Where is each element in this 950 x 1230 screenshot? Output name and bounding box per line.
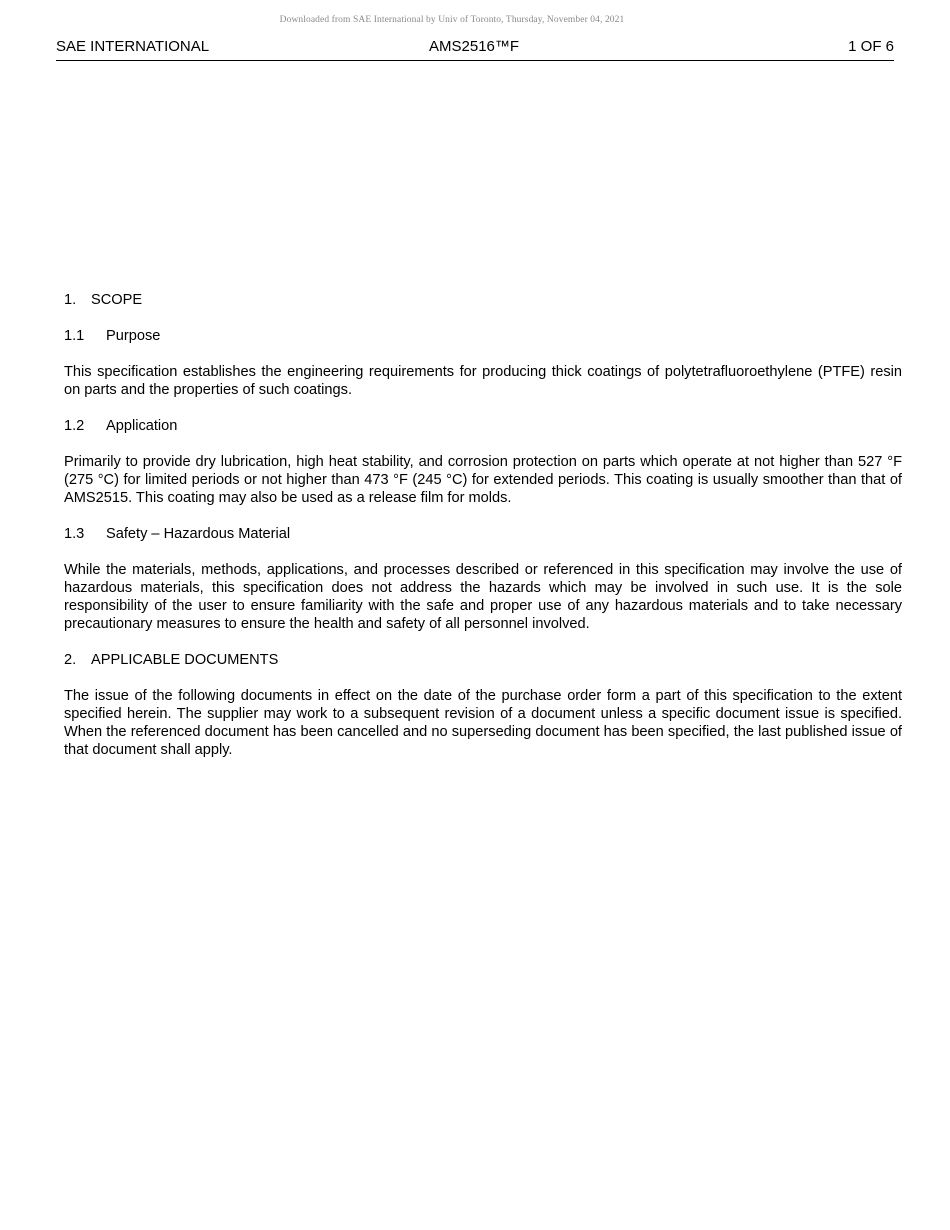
section-title: SCOPE bbox=[91, 292, 143, 308]
section-title: Purpose bbox=[106, 328, 161, 344]
section-heading-purpose bbox=[64, 327, 902, 345]
section-heading-application bbox=[64, 417, 902, 435]
section-title: Safety – Hazardous Material bbox=[106, 526, 291, 542]
section-title: APPLICABLE DOCUMENTS bbox=[91, 652, 279, 668]
applicable-documents-paragraph: The issue of the following documents in effect on the date of the purchase order form a part of this specification to the extent specified herein. The supplier may work to a subsequent revision of a document unless a specific document issue is specified. When the referenced document has been cancelled and no superseding document has been specified, the last published issue of that document shall apply. bbox=[64, 688, 902, 758]
section-number: 1. bbox=[64, 292, 77, 308]
section-heading-safety bbox=[64, 525, 902, 543]
section-heading-applicable-documents bbox=[64, 651, 902, 669]
application-paragraph: Primarily to provide dry lubrication, high heat stability, and corrosion protection on parts which operate at not higher than 527 °F (275 °C) for limited periods or not higher than 473 °F (245 °C) for extended periods. This coating is usually smoother than that of AMS2515. This coating may also be used as a release film for molds. bbox=[64, 454, 902, 506]
section-number: 1.2 bbox=[64, 418, 85, 434]
header-document-id: AMS2516™F bbox=[429, 38, 520, 55]
section-title: Application bbox=[106, 418, 178, 434]
section-number: 1.3 bbox=[64, 526, 85, 542]
purpose-paragraph: This specification establishes the engineering requirements for producing thick coatings of polytetrafluoroethylene (PTFE) resin on parts and the properties of such coatings. bbox=[64, 364, 902, 398]
running-header bbox=[56, 38, 894, 61]
section-number: 2. bbox=[64, 652, 77, 668]
header-page-indicator: 1 OF 6 bbox=[848, 38, 894, 55]
section-heading-scope bbox=[64, 291, 902, 309]
section-number: 1.1 bbox=[64, 328, 85, 344]
safety-paragraph: While the materials, methods, applications, and processes described or referenced in this specification may involve the use of hazardous materials, this specification does not address the hazards which may be involved in such use. It is the sole responsibility of the user to ensure familiarity with the safe and proper use of any hazardous materials and to take necessary precautionary measures to ensure the health and safety of all personnel involved. bbox=[64, 562, 902, 632]
document-body bbox=[64, 291, 902, 759]
header-organization: SAE INTERNATIONAL bbox=[56, 38, 210, 55]
download-watermark: Downloaded from SAE International by Univ of Toronto, Thursday, November 04, 2021 bbox=[279, 15, 625, 25]
